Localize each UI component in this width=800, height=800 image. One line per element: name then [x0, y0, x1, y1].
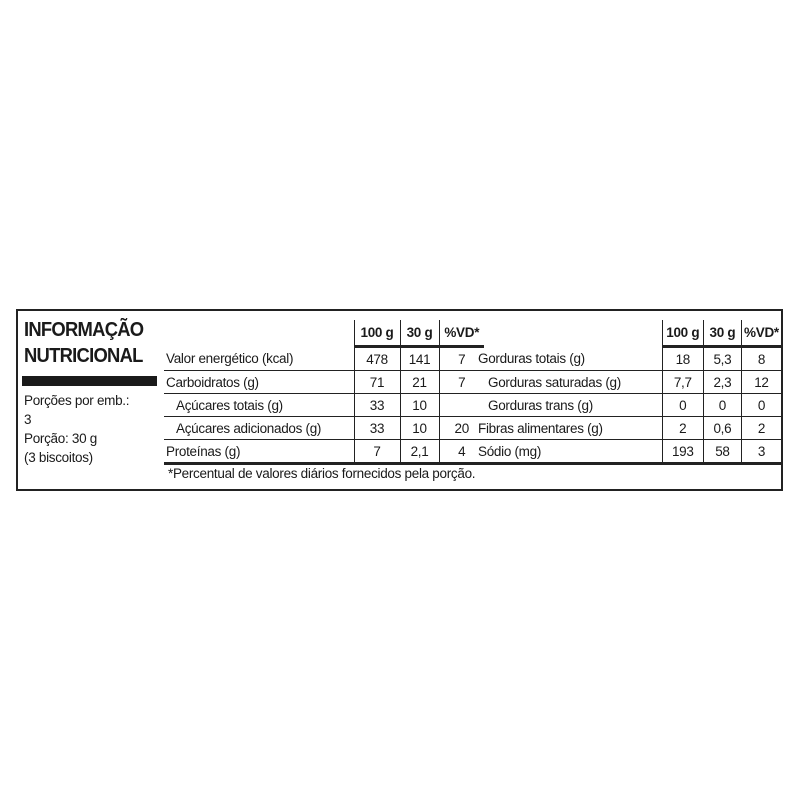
value-vd: 8 [741, 347, 781, 371]
title-divider-bar [22, 376, 157, 386]
nutrient-label: Açúcares totais (g) [164, 394, 354, 417]
portions-value: 3 [24, 412, 32, 427]
header-vd: %VD* [439, 320, 484, 347]
header-30g: 30 g [400, 320, 439, 347]
value-vd: 2 [741, 417, 781, 440]
portions-label: Porções por emb.: [24, 393, 130, 408]
value-100g: 193 [662, 440, 703, 464]
header-100g: 100 g [662, 320, 703, 347]
daily-value-footnote: *Percentual de valores diários fornecidos pela porção. [168, 466, 476, 481]
nutrient-label: Carboidratos (g) [164, 371, 354, 394]
value-30g: 2,1 [400, 440, 439, 464]
value-100g: 2 [662, 417, 703, 440]
value-100g: 7,7 [662, 371, 703, 394]
table-row [476, 371, 781, 394]
table-row [476, 417, 781, 440]
nutrient-label: Gorduras totais (g) [476, 347, 662, 371]
value-vd: 12 [741, 371, 781, 394]
value-100g: 33 [354, 417, 400, 440]
portion-size: Porção: 30 g [24, 431, 97, 446]
table-row [164, 371, 484, 394]
value-vd: 4 [439, 440, 484, 464]
table-row [164, 440, 484, 464]
value-vd: 20 [439, 417, 484, 440]
header-100g: 100 g [354, 320, 400, 347]
value-vd: 7 [439, 371, 484, 394]
nutrient-label: Açúcares adicionados (g) [164, 417, 354, 440]
table-row [164, 347, 484, 371]
nutrition-table-left [164, 320, 484, 465]
value-30g: 5,3 [703, 347, 741, 371]
nutrient-label: Gorduras trans (g) [476, 394, 662, 417]
value-vd: 3 [741, 440, 781, 464]
value-30g: 0 [703, 394, 741, 417]
nutrition-table-right [476, 320, 781, 465]
header-vd: %VD* [741, 320, 781, 347]
header-spacer [476, 320, 662, 347]
serving-info [24, 391, 129, 467]
value-vd: 0 [741, 394, 781, 417]
header-row [164, 320, 484, 347]
value-30g: 21 [400, 371, 439, 394]
value-vd: 7 [439, 347, 484, 371]
nutrient-label: Fibras alimentares (g) [476, 417, 662, 440]
value-30g: 10 [400, 417, 439, 440]
nutrition-title [24, 317, 153, 369]
header-row [476, 320, 781, 347]
value-100g: 18 [662, 347, 703, 371]
nutrient-label: Proteínas (g) [164, 440, 354, 464]
header-spacer [164, 320, 354, 347]
nutrient-label: Sódio (mg) [476, 440, 662, 464]
portion-note: (3 biscoitos) [24, 450, 93, 465]
value-30g: 10 [400, 394, 439, 417]
nutrition-facts-panel [16, 309, 783, 491]
title-line-2: NUTRICIONAL [24, 345, 143, 367]
table-row [164, 417, 484, 440]
nutrient-label: Gorduras saturadas (g) [476, 371, 662, 394]
value-30g: 58 [703, 440, 741, 464]
table-row [476, 347, 781, 371]
table-row [164, 394, 484, 417]
nutrient-label: Valor energético (kcal) [164, 347, 354, 371]
value-100g: 478 [354, 347, 400, 371]
value-100g: 33 [354, 394, 400, 417]
header-30g: 30 g [703, 320, 741, 347]
value-100g: 71 [354, 371, 400, 394]
value-100g: 0 [662, 394, 703, 417]
value-30g: 141 [400, 347, 439, 371]
title-line-1: INFORMAÇÃO [24, 319, 144, 341]
value-30g: 2,3 [703, 371, 741, 394]
value-30g: 0,6 [703, 417, 741, 440]
table-row [476, 440, 781, 464]
table-row [476, 394, 781, 417]
value-100g: 7 [354, 440, 400, 464]
